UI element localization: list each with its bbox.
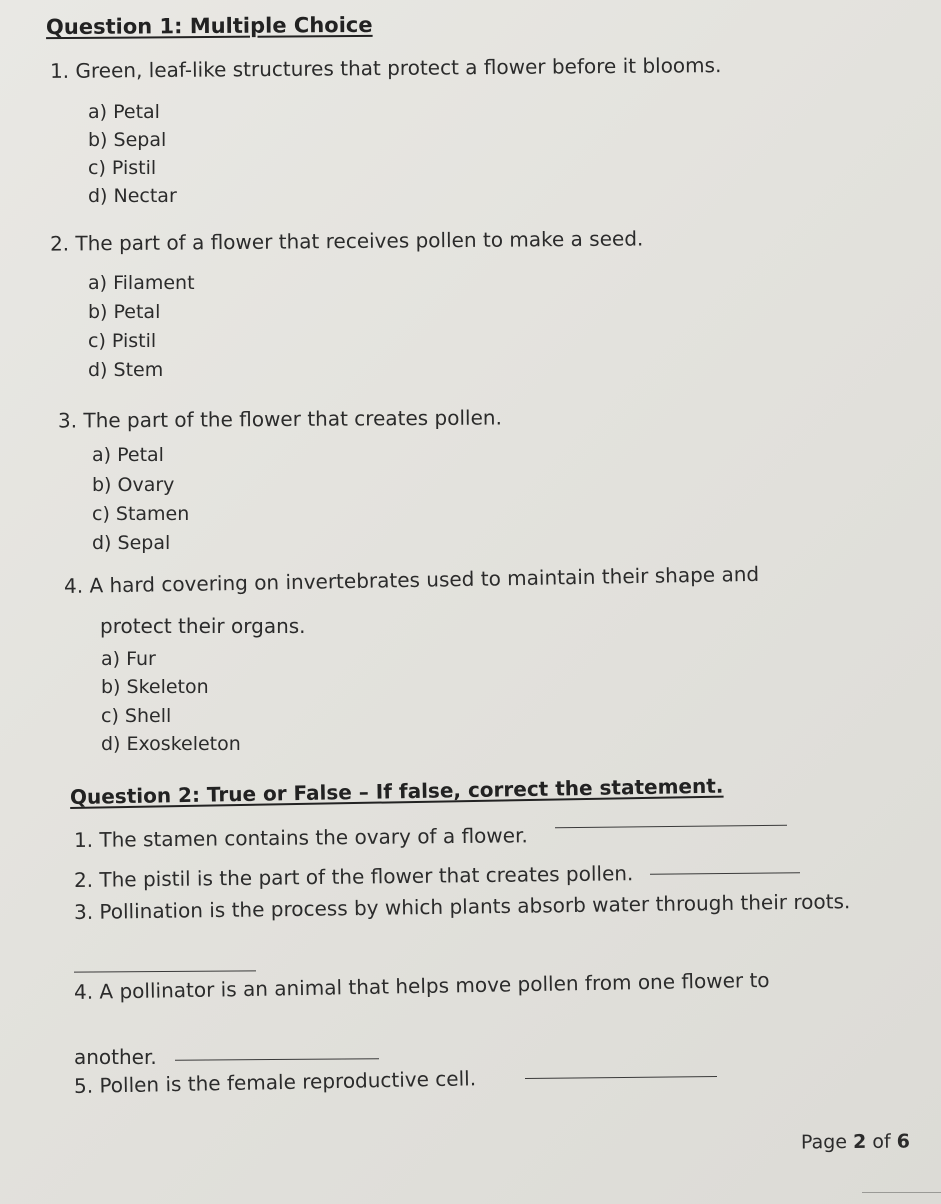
tf-statement-4-line2: another. — [74, 1045, 157, 1069]
page-current: 2 — [852, 1130, 867, 1154]
answer-blank-3[interactable] — [74, 970, 256, 972]
tf-statement-4: 4. A pollinator is an animal that helps move pollen from one flower to — [73, 967, 770, 1004]
tf-statement-3: 3. Pollination is the process by which plants absorb water through their roots. — [73, 889, 851, 924]
tf-statement-1: 1. The stamen contains the ovary of a flower. — [73, 823, 528, 852]
section1-title: Question 1: Multiple Choice — [45, 12, 373, 40]
option-q4-d: d) Exoskeleton — [101, 733, 241, 755]
section2-title: Question 2: True or False – If false, correct the statement. — [69, 773, 724, 809]
option-q2-c: c) Pistil — [88, 330, 157, 352]
option-q3-b: b) Ovary — [92, 474, 175, 496]
question-number: 4. — [63, 573, 84, 598]
answer-blank-2[interactable] — [650, 872, 800, 875]
question-number: 3. — [57, 408, 78, 433]
option-q1-c: c) Pistil — [88, 157, 157, 179]
mc-question-1 — [50, 53, 722, 83]
question-number: 2. — [49, 231, 70, 256]
page-number — [801, 1131, 910, 1154]
option-q2-d: d) Stem — [88, 359, 164, 381]
option-q3-a: a) Petal — [92, 444, 164, 466]
question-text: A hard covering on invertebrates used to maintain their shape and — [89, 561, 760, 598]
mc-question-4 — [64, 562, 760, 598]
option-q4-a: a) Fur — [101, 648, 156, 670]
option-q2-a: a) Filament — [88, 272, 195, 294]
option-q1-b: b) Sepal — [88, 129, 167, 151]
question-text: The part of a flower that receives pollen to make a seed. — [75, 226, 644, 256]
option-q3-c: c) Stamen — [92, 503, 190, 525]
bottom-edge-line — [862, 1192, 941, 1193]
option-q4-c: c) Shell — [101, 705, 172, 727]
option-q4-b: b) Skeleton — [101, 676, 209, 698]
page-prefix: Page — [800, 1131, 848, 1154]
option-q1-d: d) Nectar — [88, 185, 177, 207]
page-total: 6 — [896, 1130, 911, 1153]
mc-question-3 — [58, 405, 502, 432]
question-text: The part of the flower that creates pollen. — [83, 405, 502, 433]
answer-blank-5[interactable] — [525, 1076, 717, 1079]
mc-question-2 — [50, 226, 644, 255]
option-q3-d: d) Sepal — [92, 532, 171, 554]
page-of: of — [872, 1130, 891, 1153]
mc-question-4-line2: protect their organs. — [100, 614, 306, 638]
question-number: 1. — [49, 58, 70, 83]
question-text: Green, leaf-like structures that protect a flower before it blooms. — [75, 53, 722, 83]
option-q1-a: a) Petal — [88, 101, 160, 123]
option-q2-b: b) Petal — [88, 301, 161, 323]
answer-blank-1[interactable] — [555, 825, 787, 828]
answer-blank-4[interactable] — [175, 1058, 379, 1060]
tf-statement-2: 2. The pistil is the part of the flower that creates pollen. — [73, 861, 634, 892]
tf-statement-5: 5. Pollen is the female reproductive cell. — [73, 1066, 477, 1098]
